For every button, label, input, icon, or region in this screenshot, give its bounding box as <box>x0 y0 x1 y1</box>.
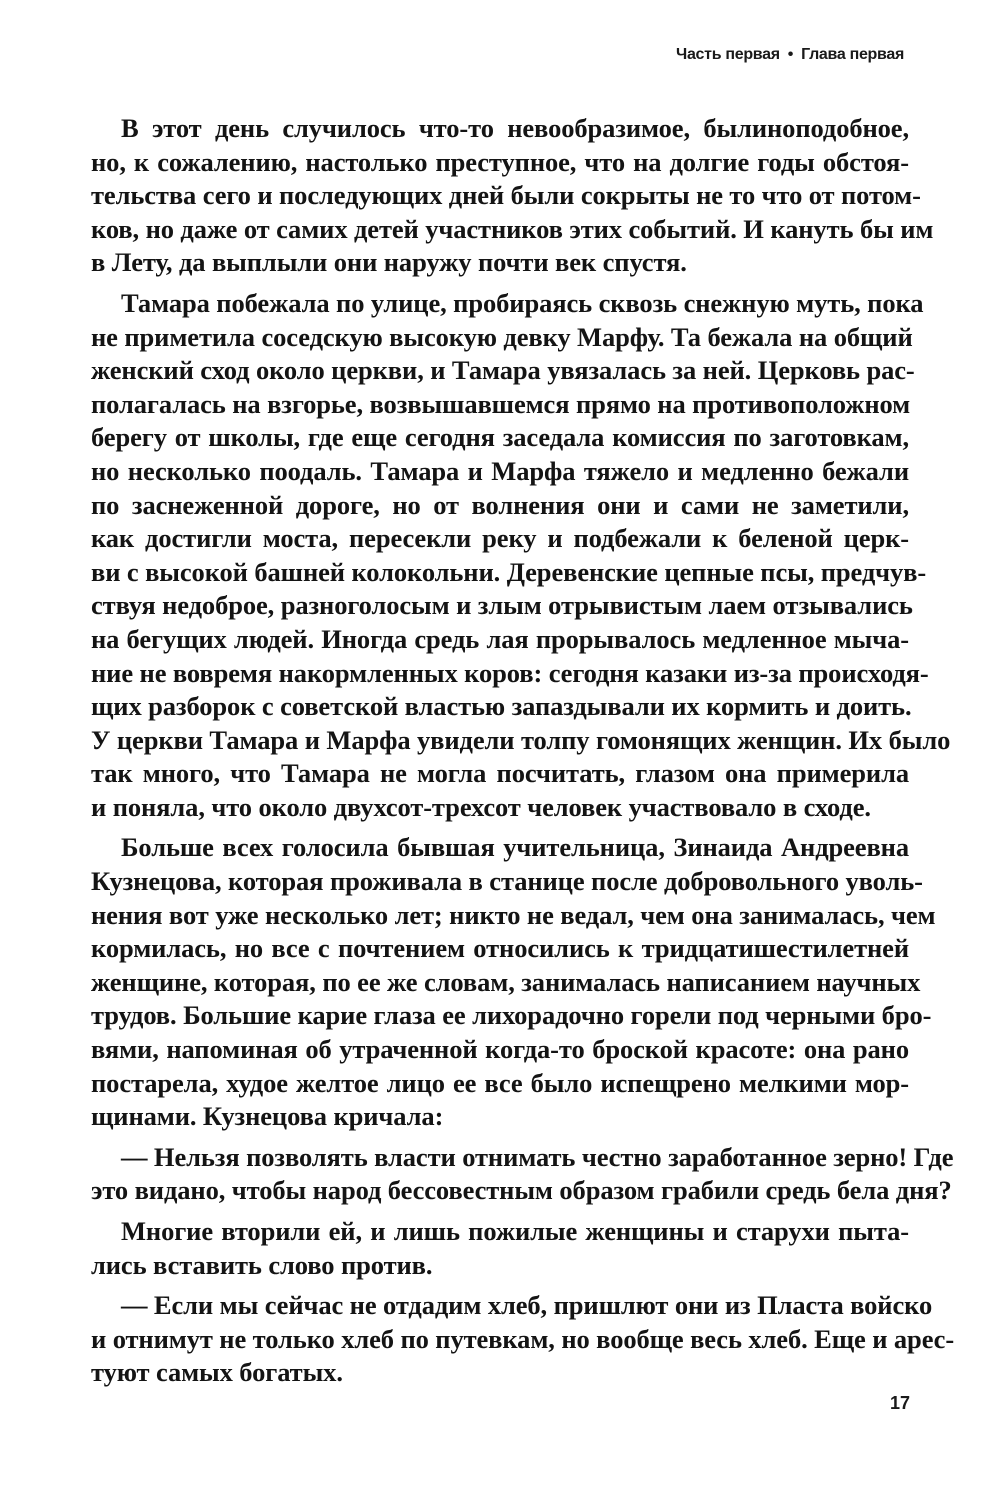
running-head <box>676 46 904 64</box>
text-line: но, к сожалению, настолько преступное, что на долгие годы обстоя- <box>91 146 909 177</box>
text-line: но несколько поодаль. Тамара и Марфа тяжело и медленно бежали <box>91 455 909 486</box>
text-line: так много, что Тамара не могла посчитать, глазом она примерила <box>91 758 909 789</box>
text-line: на бегущих людей. Иногда средь лая прорывалось медленное мыча- <box>91 623 909 654</box>
text-line: вями, напоминая об утраченной когда-то броской красоте: она рано <box>91 1034 909 1065</box>
text-line: В этот день случилось что-то невообразимое, былиноподобное, <box>121 113 909 143</box>
running-head-chapter: Глава первая <box>801 46 904 63</box>
page-number: 17 <box>889 1393 910 1413</box>
text-line: и поняла, что около двухсот-трехсот человек участвовало в сходе. <box>91 791 871 822</box>
text-line: и отнимут не только хлеб по путевкам, но вообще весь хлеб. Еще и арес- <box>91 1323 955 1354</box>
text-line: туют самых богатых. <box>91 1357 343 1388</box>
paragraph <box>91 287 951 825</box>
text-line: Кузнецова, которая проживала в станице после добровольного уволь- <box>91 866 923 897</box>
text-line: берегу от школы, где еще сегодня заседала комиссия по заготовкам, <box>91 422 909 453</box>
body-text <box>91 112 955 1397</box>
paragraph <box>91 1215 909 1282</box>
text-line: как достигли моста, пересекли реку и подбежали к беленой церк- <box>91 523 909 554</box>
text-line: по заснеженной дороге, но от волнения они и сами не заметили, <box>91 489 909 520</box>
text-line: ви с высокой башней колокольни. Деревенские цепные псы, предчув- <box>91 556 927 587</box>
text-line: Многие вторили ей, и лишь пожилые женщины и старухи пыта- <box>121 1216 909 1246</box>
text-line: не приметила соседскую высокую девку Марфу. Та бежала на общий <box>91 321 913 352</box>
text-line: ние не вовремя накормленных коров: сегодня казаки из-за происходя- <box>91 657 929 688</box>
text-line: Больше всех голосила бывшая учительница, Зинаида Андреевна <box>121 832 909 863</box>
paragraph <box>91 1289 955 1390</box>
text-line: У церкви Тамара и Марфа увидели толпу гомонящих женщин. Их было <box>91 724 951 755</box>
text-line: полагалась на взгорье, возвышавшемся прямо на противоположном <box>91 388 911 419</box>
running-head-part: Часть первая <box>676 46 780 63</box>
text-line: — Нельзя позволять власти отнимать честно заработанное зерно! Где <box>121 1141 954 1172</box>
text-line: — Если мы сейчас не отдадим хлеб, пришлют они из Пласта войско <box>121 1290 933 1321</box>
text-line: это видано, чтобы народ бессовестным образом грабили средь бела дня? <box>91 1175 952 1206</box>
text-line: женщине, которая, по ее же словам, занималась написанием научных <box>91 966 921 997</box>
text-line: тельства сего и последующих дней были сокрыты не то что от потом- <box>91 180 921 211</box>
text-line: лись вставить слово против. <box>91 1249 433 1280</box>
text-line: щих разборок с советской властью запаздывали их кормить и доить. <box>91 691 912 722</box>
paragraph <box>91 1141 954 1208</box>
text-line: нения вот уже несколько лет; никто не ведал, чем она занималась, чем <box>91 899 936 930</box>
running-head-separator: • <box>787 46 794 63</box>
text-line: кормилась, но все с почтением относились к тридцатишестилетней <box>91 933 909 964</box>
text-line: постарела, худое желтое лицо ее все было испещрено мелкими мор- <box>91 1067 909 1098</box>
text-line: щинами. Кузнецова кричала: <box>91 1101 444 1132</box>
paragraph <box>91 112 934 280</box>
text-line: трудов. Большие карие глаза ее лихорадочно горели под черными бро- <box>91 1000 932 1031</box>
text-line: женский сход около церкви, и Тамара увязалась за ней. Церковь рас- <box>91 355 915 386</box>
text-line: Тамара побежала по улице, пробираясь сквозь снежную муть, пока <box>121 287 924 318</box>
text-line: ствуя недоброе, разноголосым и злым отрывистым лаем отзывались <box>91 590 913 621</box>
paragraph <box>91 831 936 1133</box>
text-line: ков, но даже от самих детей участников этих событий. И кануть бы им <box>91 213 934 244</box>
text-line: в Лету, да выплыли они наружу почти век спустя. <box>91 247 687 278</box>
